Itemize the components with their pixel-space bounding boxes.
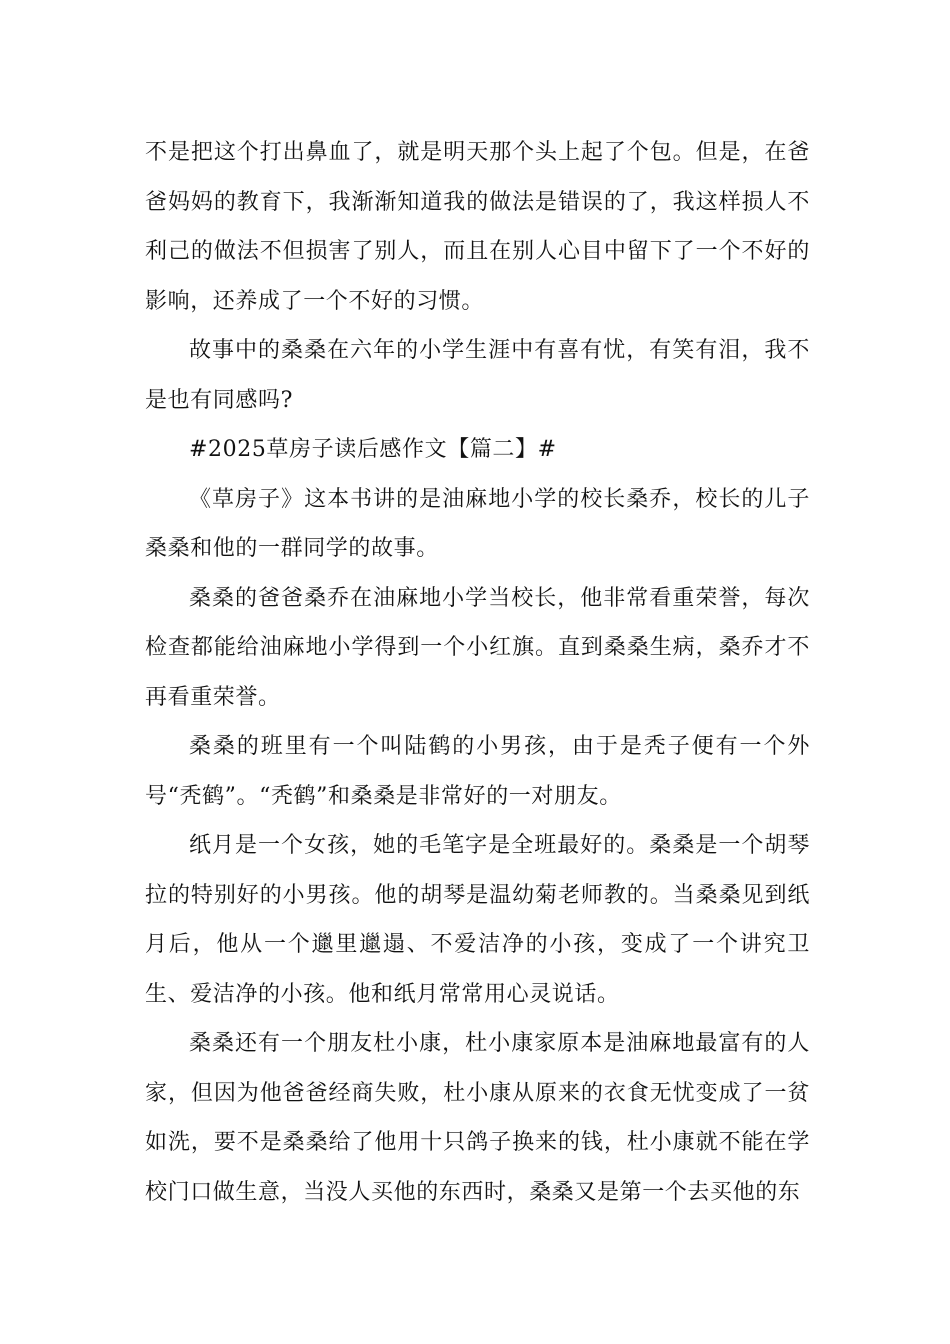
paragraph: 故事中的桑桑在六年的小学生涯中有喜有忧，有笑有泪，我不是也有同感吗? bbox=[145, 338, 810, 413]
document-body bbox=[145, 128, 810, 1217]
paragraph: 桑桑的班里有一个叫陆鹤的小男孩，由于是秃子便有一个外号“秃鹤”。“秃鹤”和桑桑是非常好的一对朋友。 bbox=[145, 734, 810, 809]
paragraph: 纸月是一个女孩，她的毛笔字是全班最好的。桑桑是一个胡琴拉的特别好的小男孩。他的胡琴是温幼菊老师教的。当桑桑见到纸月后，他从一个邋里邋遢、不爱洁净的小孩，变成了一个讲究卫生、爱洁净的小孩。他和纸月常常用心灵说话。 bbox=[145, 833, 810, 1007]
paragraph: 桑桑还有一个朋友杜小康，杜小康家原本是油麻地最富有的人家，但因为他爸爸经商失败，杜小康从原来的衣食无忧变成了一贫如洗，要不是桑桑给了他用十只鸽子换来的钱，杜小康就不能在学校门口做生意，当没人买他的东西时，桑桑又是第一个去买他的东 bbox=[145, 1031, 810, 1205]
paragraph: 《草房子》这本书讲的是油麻地小学的校长桑乔，校长的儿子桑桑和他的一群同学的故事。 bbox=[145, 486, 810, 561]
paragraph-continuation: 不是把这个打出鼻血了，就是明天那个头上起了个包。但是，在爸爸妈妈的教育下，我渐渐知道我的做法是错误的了，我这样损人不利己的做法不但损害了别人，而且在别人心目中留下了一个不好的影响，还养成了一个不好的习惯。 bbox=[145, 140, 810, 314]
section-heading: #2025草房子读后感作文【篇二】# bbox=[189, 437, 557, 462]
paragraph: 桑桑的爸爸桑乔在油麻地小学当校长，他非常看重荣誉，每次检查都能给油麻地小学得到一个小红旗。直到桑桑生病，桑乔才不再看重荣誉。 bbox=[145, 585, 810, 710]
